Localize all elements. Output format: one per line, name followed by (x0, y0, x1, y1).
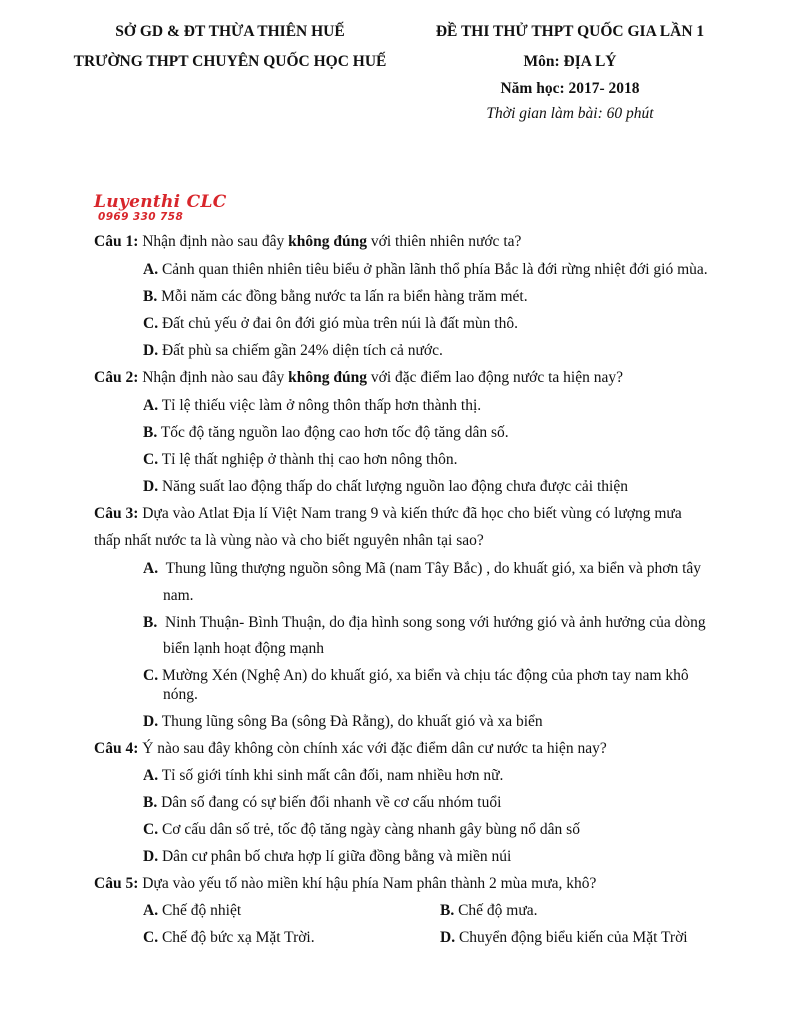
stem-text: với thiên nhiên nước ta? (370, 233, 522, 250)
option-label: B. (143, 614, 158, 631)
question-3-option-a-cont: nam. (163, 587, 194, 604)
option-text: Tỉ số giới tính khi sinh mất cân đối, nam nhiều hơn nữ. (161, 767, 504, 784)
option-label: B. (143, 794, 158, 811)
question-4-option-c[interactable] (143, 821, 580, 839)
question-4-stem (94, 740, 607, 758)
option-label: A. (143, 261, 159, 278)
stem-text: Dựa vào yếu tố nào miền khí hậu phía Nam phân thành 2 mùa mưa, khô? (142, 875, 597, 892)
question-4-option-a[interactable] (143, 767, 503, 785)
option-text: Mường Xén (Nghệ An) do khuất gió, xa biển và chịu tác động của phơn tay nam khô (161, 667, 689, 684)
question-label: Câu 2: (94, 369, 139, 386)
option-text: Năng suất lao động thấp do chất lượng nguồn lao động chưa được cải thiện (161, 478, 628, 495)
stem-text: với đặc điểm lao động nước ta hiện nay? (370, 369, 623, 386)
question-3-option-a[interactable] (143, 560, 701, 578)
exam-title: ĐỀ THI THỬ THPT QUỐC GIA LẦN 1 (435, 23, 705, 40)
question-1-option-c[interactable] (143, 315, 518, 333)
option-text: Cảnh quan thiên nhiên tiêu biểu ở phần lãnh thổ phía Bắc là đới rừng nhiệt đới gió mùa. (161, 261, 708, 278)
question-3-option-b-cont: biển lạnh hoạt động mạnh (163, 640, 324, 657)
option-text: Chuyển động biểu kiến của Mặt Trời (458, 929, 688, 946)
option-text: Ninh Thuận- Bình Thuận, do địa hình song song với hướng gió và ảnh hưởng của dòng (164, 614, 706, 631)
question-3-option-c[interactable] (143, 667, 689, 685)
question-label: Câu 5: (94, 875, 139, 892)
stem-emphasis: không đúng (288, 369, 368, 386)
option-label: B. (143, 424, 158, 441)
option-text: Mỗi năm các đồng bằng nước ta lấn ra biển hàng trăm mét. (161, 288, 528, 305)
option-label: A. (143, 767, 159, 784)
option-label: D. (143, 478, 159, 495)
option-label: C. (143, 315, 159, 332)
option-text: Tốc độ tăng nguồn lao động cao hơn tốc độ tăng dân số. (160, 424, 509, 441)
option-label: B. (440, 902, 455, 919)
luyenthi-logo (94, 194, 227, 223)
option-label: D. (440, 929, 456, 946)
option-text: Chế độ nhiệt (161, 902, 242, 919)
question-4-option-d[interactable] (143, 848, 511, 866)
question-5-option-d[interactable] (440, 929, 688, 947)
option-label: C. (143, 667, 159, 684)
question-3-stem (94, 505, 682, 523)
logo-name: Luyenthi CLC (94, 192, 227, 212)
question-1-option-b[interactable] (143, 288, 528, 306)
option-text: Tỉ lệ thiếu việc làm ở nông thôn thấp hơn thành thị. (161, 397, 482, 414)
question-2-option-d[interactable] (143, 478, 628, 496)
option-label: A. (143, 902, 159, 919)
stem-text: Ý nào sau đây không còn chính xác với đặc điểm dân cư nước ta hiện nay? (142, 740, 607, 757)
stem-text: Dựa vào Atlat Địa lí Việt Nam trang 9 và kiến thức đã học cho biết vùng có lượng mưa (142, 505, 682, 522)
question-1-option-a[interactable] (143, 261, 708, 279)
question-5-stem (94, 875, 596, 893)
question-5-option-b[interactable] (440, 902, 538, 920)
school-year: Năm học: 2017- 2018 (500, 80, 640, 97)
question-3-option-d[interactable] (143, 713, 543, 731)
option-label: A. (143, 397, 159, 414)
option-text: Đất chủ yếu ở đai ôn đới gió mùa trên núi là đất mùn thô. (161, 315, 518, 332)
stem-emphasis: không đúng (288, 233, 368, 250)
question-5-option-c[interactable] (143, 929, 315, 947)
option-text: Thung lũng thượng nguồn sông Mã (nam Tây Bắc) , do khuất gió, xa biển và phơn tây (165, 560, 702, 577)
question-label: Câu 3: (94, 505, 139, 522)
option-text: Chế độ bức xạ Mặt Trời. (161, 929, 315, 946)
question-5-option-a[interactable] (143, 902, 241, 920)
option-label: D. (143, 848, 159, 865)
question-2-option-a[interactable] (143, 397, 481, 415)
question-4-option-b[interactable] (143, 794, 501, 812)
question-1-option-d[interactable] (143, 342, 443, 360)
option-text: Cơ cấu dân số trẻ, tốc độ tăng ngày càng nhanh gây bùng nổ dân số (161, 821, 580, 838)
logo-phone: 0969 330 758 (98, 211, 184, 223)
option-text: Tỉ lệ thất nghiệp ở thành thị cao hơn nông thôn. (161, 451, 458, 468)
option-text: Dân cư phân bố chưa hợp lí giữa đồng bằng và miền núi (161, 848, 512, 865)
exam-subject: Môn: ĐỊA LÝ (523, 53, 617, 70)
option-label: B. (143, 288, 158, 305)
option-label: C. (143, 451, 159, 468)
option-text: Chế độ mưa. (458, 902, 538, 919)
question-label: Câu 1: (94, 233, 139, 250)
option-label: A. (143, 560, 159, 577)
question-3-option-c-cont: nóng. (163, 686, 198, 703)
question-label: Câu 4: (94, 740, 139, 757)
school-name: TRƯỜNG THPT CHUYÊN QUỐC HỌC HUẾ (73, 53, 387, 70)
option-label: D. (143, 713, 159, 730)
school-department: SỞ GD & ĐT THỪA THIÊN HUẾ (115, 23, 345, 40)
option-label: C. (143, 821, 159, 838)
question-3-option-b[interactable] (143, 614, 706, 632)
option-label: C. (143, 929, 159, 946)
option-label: D. (143, 342, 159, 359)
option-text: Thung lũng sông Ba (sông Đà Rằng), do khuất gió và xa biển (161, 713, 543, 730)
stem-text: Nhận định nào sau đây (142, 369, 285, 386)
question-2-option-b[interactable] (143, 424, 509, 442)
question-2-option-c[interactable] (143, 451, 457, 469)
question-1-stem (94, 233, 521, 251)
question-2-stem (94, 369, 623, 387)
option-text: Dân số đang có sự biến đổi nhanh về cơ cấu nhóm tuổi (161, 794, 502, 811)
exam-duration: Thời gian làm bài: 60 phút (486, 105, 654, 122)
question-3-stem-cont: thấp nhất nước ta là vùng nào và cho biết nguyên nhân tại sao? (94, 532, 484, 549)
option-text: Đất phù sa chiếm gần 24% diện tích cả nước. (161, 342, 443, 359)
stem-text: Nhận định nào sau đây (142, 233, 285, 250)
